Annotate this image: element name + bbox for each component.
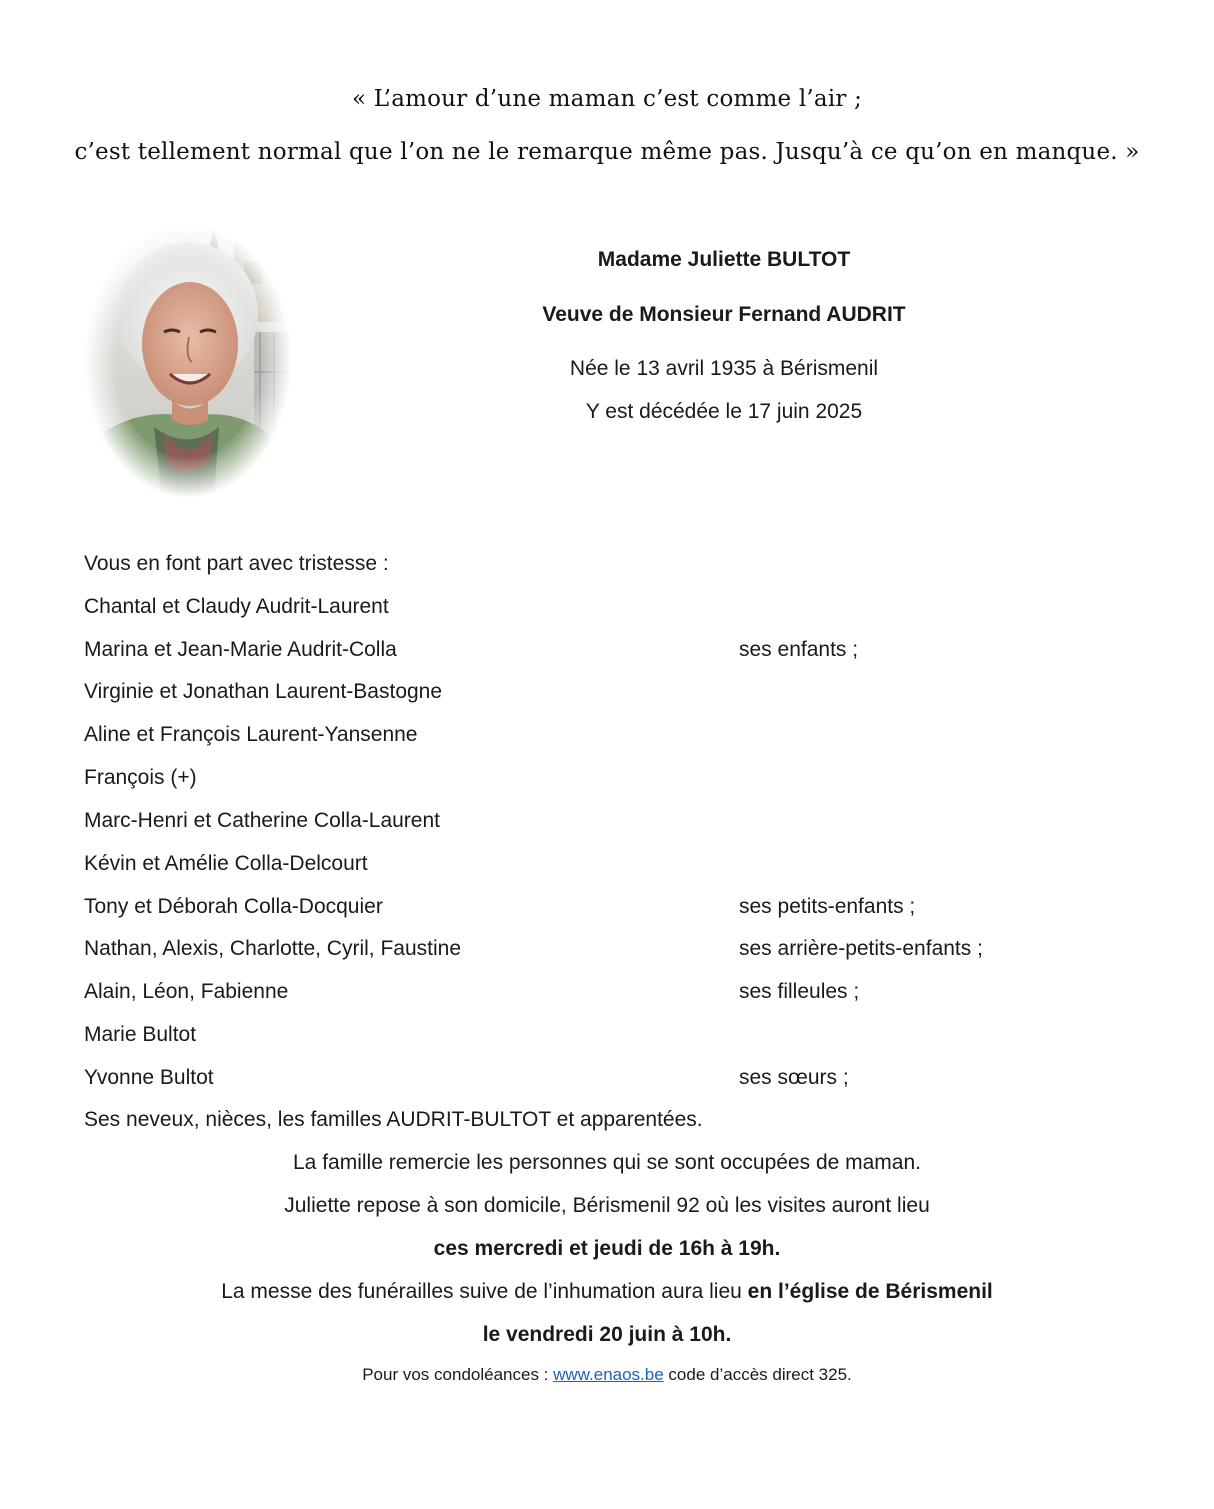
family-member-name: Tony et Déborah Colla-Docquier <box>84 895 383 918</box>
family-member-name: Kévin et Amélie Colla-Delcourt <box>84 852 368 875</box>
family-member-name: Chantal et Claudy Audrit-Laurent <box>84 595 389 618</box>
family-member-name: Yvonne Bultot <box>84 1066 214 1089</box>
relation-label: ses sœurs ; <box>739 1066 849 1089</box>
family-member-name: Virginie et Jonathan Laurent-Bastogne <box>84 680 443 703</box>
announcement-intro: Vous en font part avec tristesse : <box>84 552 389 575</box>
family-member-name: Alain, Léon, Fabienne <box>84 980 289 1003</box>
portrait-photo <box>84 222 292 498</box>
condolences-suffix: code d’accès direct 325. <box>663 1365 852 1384</box>
death-line: Y est décédée le 17 juin 2025 <box>585 400 863 423</box>
mass-prefix: La messe des funérailles suive de l’inhumation aura lieu <box>221 1280 748 1303</box>
family-member-name: Aline et François Laurent-Yansenne <box>84 723 418 746</box>
quote-line-1: « L’amour d’une maman c’est comme l’air ; <box>351 86 863 112</box>
deceased-name: Madame Juliette BULTOT <box>597 248 851 271</box>
family-member-name: Marie Bultot <box>84 1023 197 1046</box>
spouse-line: Veuve de Monsieur Fernand AUDRIT <box>542 303 906 326</box>
extended-family-line: Ses neveux, nièces, les familles AUDRIT-BULTOT et apparentées. <box>84 1108 703 1131</box>
mass-place: en l’église de Bérismenil <box>747 1280 993 1303</box>
relation-label: ses filleules ; <box>739 980 860 1003</box>
thanks-line: La famille remercie les personnes qui se sont occupées de maman. <box>293 1151 921 1174</box>
relation-label: ses arrière-petits-enfants ; <box>739 937 983 960</box>
relation-label: ses enfants ; <box>739 638 859 661</box>
visits-line: ces mercredi et jeudi de 16h à 19h. <box>433 1237 781 1260</box>
condolences-link[interactable]: www.enaos.be <box>553 1365 664 1384</box>
birth-line: Née le 13 avril 1935 à Bérismenil <box>569 357 879 380</box>
family-member-name: Marina et Jean-Marie Audrit-Colla <box>84 638 397 661</box>
mass-date: le vendredi 20 juin à 10h. <box>482 1323 732 1346</box>
condolences-line <box>0 1365 1214 1385</box>
family-member-name: Nathan, Alexis, Charlotte, Cyril, Faustine <box>84 937 461 960</box>
family-member-name: Marc-Henri et Catherine Colla-Laurent <box>84 809 440 832</box>
relation-label: ses petits-enfants ; <box>739 895 916 918</box>
rest-line: Juliette repose à son domicile, Bérismenil 92 où les visites auront lieu <box>284 1194 930 1217</box>
condolences-prefix: Pour vos condoléances : <box>362 1365 554 1384</box>
quote-line-2: c’est tellement normal que l’on ne le remarque même pas. Jusqu’à ce qu’on en manque. » <box>74 139 1140 165</box>
mass-line <box>0 1280 1214 1304</box>
family-member-name: François (+) <box>84 766 197 789</box>
